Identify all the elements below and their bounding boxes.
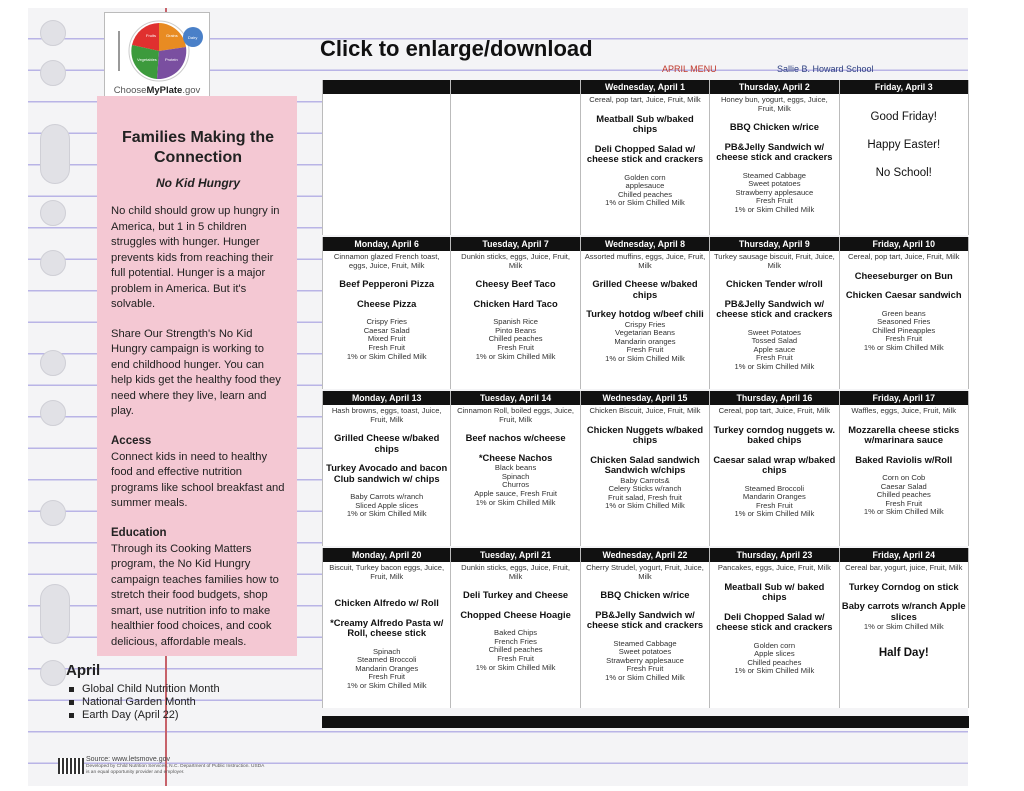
access-heading: Access [111,434,152,447]
calendar-day [581,80,710,235]
entree-item: Chicken Tender w/roll [726,278,823,290]
binder-hole [40,584,70,644]
menu-line: Baby Carrots w/ranch [350,492,424,502]
menu-line: Cinnamon Roll, boiled eggs, Juice, Fruit, Milk [457,406,575,424]
menu-line: Fresh Fruit [368,342,406,352]
menu-line: Tossed Salad [751,336,798,346]
entree-item: Cheese Pizza [356,297,417,309]
binder-hole [40,20,66,46]
entree-item: Chicken Caesar sandwich [845,289,962,301]
entree-item: *Cheese Nachos [478,451,553,463]
menu-line: Fresh Fruit [497,653,534,663]
menu-line: Steamed Cabbage [613,638,677,648]
source-footer [58,752,268,782]
plate-label: Grains [166,33,178,38]
menu-line: Honey bun, yogurt, eggs, Juice, Fruit, Milk [720,95,828,113]
observance-item: National Garden Month [66,696,220,709]
entree-item: Deli Chopped Salad w/ cheese stick and crackers [716,610,833,633]
menu-line: Pinto Beans [495,325,537,335]
calendar-week [322,391,969,546]
logo-text: ChooseMyPlate.gov [113,85,201,96]
entree-item: Meatball Sub w/ baked chips [724,580,825,603]
observances-title: April [66,662,101,679]
entree-item: Baby carrots w/ranch Apple slices [841,600,966,622]
entree-item: Chicken Salad sandwich Sandwich w/chips [590,453,700,476]
plate-label: Protein [165,57,178,62]
entree-item: Chicken Nuggets w/baked chips [586,423,704,446]
day-header: Thursday, April 9 [710,237,838,251]
menu-line: Sliced Apple slices [355,500,419,510]
menu-line: Steamed Broccoli [744,483,805,493]
day-header: Friday, April 17 [840,391,968,405]
day-note: Good Friday! [870,111,937,123]
day-body [581,251,709,389]
menu-line: Steamed Broccoli [356,655,417,665]
day-body [323,251,450,389]
menu-line: 1% or Skim Chilled Milk [346,681,427,691]
calendar-day [710,391,839,546]
calendar-day [710,237,839,389]
plate-label: Vegetables [137,57,157,62]
entree-item: Meatball Sub w/baked chips [596,112,694,135]
menu-line: Dunkin sticks, eggs, Juice, Fruit, Milk [461,563,571,581]
plate-label: Dairy [188,35,198,40]
menu-line: 1% or Skim Chilled Milk [734,205,815,215]
menu-line: Hash browns, eggs, toast, Juice, Fruit, Milk [331,406,442,424]
entree-item: Chicken Hard Taco [473,297,558,309]
day-body [710,405,838,546]
day-header: Friday, April 3 [840,80,968,94]
day-header: Wednesday, April 15 [581,391,709,405]
calendar-day [840,548,969,708]
calendar-day [451,391,580,546]
menu-line: Sweet potatoes [618,647,672,657]
menu-line: Chilled peaches [747,657,802,667]
menu-line: Steamed Cabbage [742,170,807,180]
day-header: Thursday, April 2 [710,80,838,94]
menu-line: 1% or Skim Chilled Milk [863,342,944,352]
menu-line: 1% or Skim Chilled Milk [475,662,556,672]
entree-item: Turkey Corndog on stick [848,580,959,592]
entree-item: Turkey corndog nuggets w. baked chips [713,423,836,446]
menu-line: French Fries [494,636,537,646]
calendar-day [322,548,451,708]
school-name: Sallie B. Howard School [777,64,874,74]
entree-item: Deli Chopped Salad w/ cheese stick and crackers [586,142,704,165]
binder-hole [40,60,66,86]
entree-item: Turkey hotdog w/beef chili [586,308,704,320]
menu-line: 1% or Skim Chilled Milk [734,509,815,519]
day-body [840,562,968,708]
day-body [710,94,838,235]
education-heading: Education [111,526,167,539]
menu-line: 1% or Skim Chilled Milk [605,673,685,683]
menu-line: Chilled peaches [488,645,543,655]
menu-line: Chilled peaches [617,189,672,199]
day-header [451,80,579,94]
menu-line: Chilled peaches [876,490,931,500]
day-header: Tuesday, April 21 [451,548,579,562]
menu-line: Fresh Fruit [497,342,534,352]
calendar-day [322,237,451,389]
calendar-day [451,80,580,235]
calendar-week [322,548,969,708]
menu-line: Chicken Biscuit, Juice, Fruit, Milk [589,406,701,415]
menu-line: Mandarin oranges [614,336,676,346]
entree-item: BBQ Chicken w/rice [729,121,819,133]
binder-hole [40,250,66,276]
menu-line: Cereal, pop tart, Juice, Fruit, Milk [848,252,960,261]
binder-hole [40,660,66,686]
page-title[interactable]: Click to enlarge/download [320,36,593,61]
menu-line: Fresh Fruit [626,345,664,355]
day-header [323,80,450,94]
calendar-bottom-bar [322,716,969,728]
menu-line: Turkey sausage biscuit, Fruit, Juice, Milk [713,252,835,270]
observance-item: Global Child Nutrition Month [66,683,220,696]
day-header: Wednesday, April 8 [581,237,709,251]
calendar-day [451,237,580,389]
day-body [451,251,579,389]
choosemyplate-logo[interactable] [104,12,210,100]
binder-hole [40,124,70,184]
menu-line: Waffles, eggs, Juice, Fruit, Milk [851,406,957,415]
observance-item: Earth Day (April 22) [66,709,220,722]
entree-item: Beef Pepperoni Pizza [339,278,435,290]
menu-line: Apple sauce [753,344,796,354]
binder-holes [40,20,70,720]
menu-line: 1% or Skim Chilled Milk [734,362,815,372]
menu-line: Black beans [494,463,537,473]
menu-line: Crispy Fries [366,317,407,327]
entree-item: Grilled Cheese w/baked chips [592,278,698,300]
calendar-day [581,391,710,546]
entree-item: Chopped Cheese Hoagie [460,608,571,620]
menu-line: Crispy Fries [624,319,666,329]
entree-item: *Creamy Alfredo Pasta w/ Roll, cheese stick [330,616,444,639]
myplate-icon [113,17,203,85]
menu-line: Cinnamon glazed French toast, eggs, Juice, Fruit, Milk [333,252,440,270]
day-body [451,405,579,546]
menu-line: 1% or Skim Chilled Milk [863,507,944,517]
families-sidebar [97,96,297,656]
plate-label: Fruits [146,33,156,38]
menu-line: Seasoned Fries [877,317,931,327]
menu-line: 1% or Skim Chilled Milk [475,497,556,507]
menu-line: 1% or Skim Chilled Milk [346,351,427,361]
day-body [840,94,968,235]
april-observances [66,662,220,722]
sidebar-paragraph: Share Our Strength's No Kid Hungry campaign is working to end childhood hunger. You can help kids get the healthy food they need where they live, learn and play. [111,327,281,417]
entree-item: PB&Jelly Sandwich w/ cheese stick and crackers [716,297,833,320]
day-body [323,562,450,708]
menu-line: Mandarin Oranges [742,492,806,502]
nc-logo-icon [58,758,84,774]
menu-line: Mixed Fruit [367,334,406,344]
menu-line: Assorted muffins, eggs, Juice, Fruit, Milk [584,252,706,270]
day-header: Thursday, April 23 [710,548,838,562]
day-header: Friday, April 10 [840,237,968,251]
sidebar-paragraph: No child should grow up hungry in America, but 1 in 5 children struggles with hunger. Hunger prevents kids from reaching their full potential. Hunger is a major problem in America. But it's solvable. [111,205,280,310]
calendar-day [840,237,969,389]
menu-line: 1% or Skim Chilled Milk [734,666,815,676]
sidebar-title: Families Making the Connection [121,129,275,166]
menu-line: Sweet potatoes [748,179,801,189]
menu-line: Golden corn [624,172,666,182]
entree-item: BBQ Chicken w/rice [600,589,690,601]
binder-hole [40,400,66,426]
entree-item: Mozzarella cheese sticks w/marinara sauce [848,423,960,446]
calendar-day [322,80,451,235]
menu-calendar [322,80,969,728]
menu-line: Cherry Strudel, yogurt, Fruit, Juice, Milk [586,563,704,581]
calendar-day [840,80,969,235]
entree-item: Cheesy Beef Taco [475,278,556,290]
menu-line: Mandarin Oranges [355,663,419,673]
day-header: Tuesday, April 14 [451,391,579,405]
menu-line: Spinach [372,646,401,656]
menu-line: Vegetarian Beans [615,328,675,338]
menu-line: Pancakes, eggs, Juice, Fruit, Milk [717,563,831,572]
calendar-day [581,548,710,708]
menu-line: Baby Carrots& [620,475,670,485]
observances-list [66,683,220,722]
menu-line: Fresh Fruit [756,196,793,206]
day-note: No School! [875,167,932,179]
menu-line: Fruit salad, Fresh fruit [608,492,682,502]
menu-line: Spinach [501,471,530,481]
day-header: Wednesday, April 22 [581,548,709,562]
menu-line: 1% or Skim Chilled Milk [605,198,685,208]
day-header: Friday, April 24 [840,548,968,562]
calendar-day [581,237,710,389]
menu-line: Dunkin sticks, eggs, Juice, Fruit, Milk [461,252,571,270]
menu-line: Cereal bar, yogurt, juice, Fruit, Milk [845,563,963,572]
menu-line: Caesar Salad [880,481,927,491]
entree-item: Caesar salad wrap w/baked chips [713,453,836,476]
access-body: Connect kids in need to healthy food and effective nutrition programs like school breakfast and summer meals. [111,450,285,509]
menu-line: Fresh Fruit [885,498,923,508]
menu-line: 1% or Skim Chilled Milk [475,351,556,361]
menu-line: 1% or Skim Chilled Milk [346,509,427,519]
entree-item: Beef nachos w/cheese [465,432,566,444]
menu-line: Churros [502,480,530,490]
entree-item: Baked Raviolis w/Roll [855,453,953,465]
calendar-week [322,80,969,235]
calendar-day [322,391,451,546]
entree-item: Deli Turkey and Cheese [463,589,569,601]
day-body [710,251,838,389]
spacer [325,581,448,589]
binder-hole [40,350,66,376]
entree-item: Cheeseburger on Bun [854,269,953,281]
menu-line: 1% or Skim Chilled Milk [605,354,685,364]
menu-line: Fresh Fruit [756,353,793,363]
entree-item: PB&Jelly Sandwich w/ cheese stick and crackers [586,608,704,631]
menu-line: Sweet Potatoes [747,327,801,337]
day-body [840,251,968,389]
calendar-day [710,80,839,235]
menu-line: 1% or Skim Chilled Milk [605,501,685,511]
menu-line: Baked Chips [494,628,538,638]
menu-line: Cereal, pop tart, Juice, Fruit, Milk [718,406,831,415]
menu-line: Biscuit, Turkey bacon eggs, Juice, Fruit, Milk [329,563,445,581]
menu-line: Fresh Fruit [368,672,406,682]
menu-line: Apple sauce, Fresh Fruit [474,488,557,498]
day-body [323,405,450,546]
day-body [323,94,450,235]
day-body [451,94,579,235]
menu-line: Green beans [881,308,926,318]
menu-line: Chilled Pineapples [872,325,936,335]
menu-line: Strawberry applesauce [735,187,814,197]
day-body [581,405,709,546]
binder-hole [40,500,66,526]
day-body [840,405,968,546]
binder-hole [40,200,66,226]
source-credit: Developed by Child Nutrition Services, N.C. Department of Public Instruction. USDA is an equal opportunity provider and employer. [86,764,265,775]
entree-item: Grilled Cheese w/baked chips [334,432,440,454]
day-body [581,562,709,708]
menu-line: applesauce [625,181,665,191]
day-header: Thursday, April 16 [710,391,838,405]
menu-line: Golden corn [753,640,796,650]
calendar-day [451,548,580,708]
menu-line: Corn on Cob [882,473,926,483]
menu-title: APRIL MENU [662,64,717,74]
entree-item: Turkey Avocado and bacon Club sandwich w/ chips [326,462,448,484]
education-body: Through its Cooking Matters program, the No Kid Hungry campaign teaches families how to stretch their food budgets, shop smart, use nutrition info to make healthier food choices, and cook delicious, affordable meals. [111,542,279,648]
menu-line: Apple slices [754,649,795,659]
entree-item: Chicken Alfredo w/ Roll [334,597,439,609]
menu-line: Caesar Salad [363,325,410,335]
sidebar-subtitle: No Kid Hungry [156,176,240,190]
calendar-week [322,237,969,389]
source-line: Source: www.letsmove.gov [86,756,171,763]
day-note: Half Day! [878,646,929,659]
day-header: Wednesday, April 1 [581,80,709,94]
day-header: Monday, April 20 [323,548,450,562]
menu-line: Fresh Fruit [756,500,793,510]
menu-line: Chilled peaches [488,334,543,344]
day-header: Monday, April 13 [323,391,450,405]
day-body [581,94,709,235]
entree-item: PB&Jelly Sandwich w/ cheese stick and crackers [716,140,833,163]
menu-line: Spanish Rice [493,317,538,327]
menu-line: Strawberry applesauce [606,655,684,665]
day-header: Monday, April 6 [323,237,450,251]
calendar-day [840,391,969,546]
menu-line: Fresh Fruit [626,664,664,674]
day-header: Tuesday, April 7 [451,237,579,251]
calendar-day [710,548,839,708]
day-note: Happy Easter! [867,139,941,151]
menu-line: 1% or Skim Chilled Milk [863,622,944,632]
menu-line: Fresh Fruit [885,334,923,344]
menu-line: Celery Sticks w/ranch [608,484,682,494]
day-body [451,562,579,708]
menu-line: Cereal, pop tart, Juice, Fruit, Milk [589,95,701,104]
day-body [710,562,838,708]
